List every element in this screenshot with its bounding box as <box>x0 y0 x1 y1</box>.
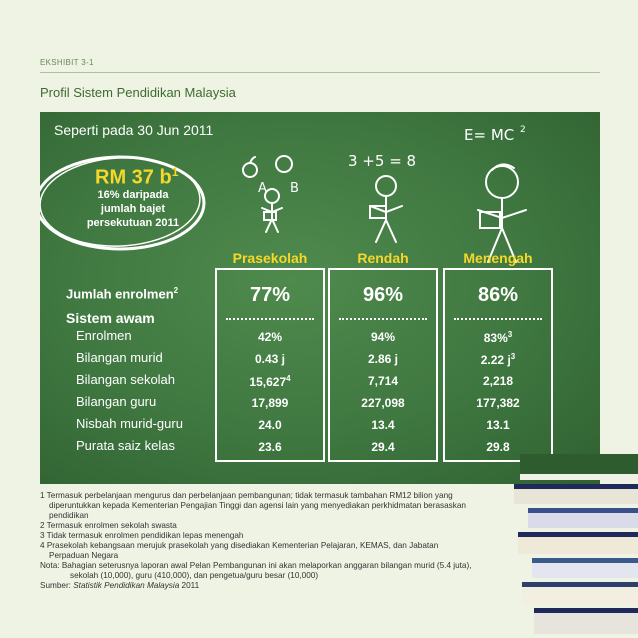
teachers-rendah: 227,098 <box>361 396 405 410</box>
doodle-letter-a: A <box>258 181 267 196</box>
column-header-menengah: Menengah <box>463 250 533 266</box>
header-rule <box>40 72 600 73</box>
students-rendah: 2.86 j <box>367 352 399 366</box>
doodle-emc-sup: 2 <box>520 125 526 135</box>
class-size-prasekolah: 23.6 <box>258 440 282 454</box>
row-label-students: Bilangan murid <box>76 350 163 365</box>
doodle-letter-b: B <box>290 181 299 196</box>
nota: Nota: Bahagian seterusnya laporan awal Pelan Pembangunan ini akan melaporkan anggaran bilangan murid (5.4 juta), <box>40 561 472 570</box>
ratio-prasekolah: 24.0 <box>258 418 282 432</box>
source: Sumber: Statistik Pendidikan Malaysia 2011 <box>40 581 200 590</box>
column-header-prasekolah: Prasekolah <box>232 250 308 266</box>
teachers-prasekolah: 17,899 <box>251 396 289 410</box>
row-label-ratio: Nisbah murid-guru <box>76 416 183 431</box>
row-label-enrolment: Jumlah enrolmen$^2$ <box>66 286 179 302</box>
budget-amount: RM 37 $b^1$ <box>95 165 179 189</box>
enrolment-rendah: 96% <box>362 284 404 306</box>
student-head-icon <box>486 166 518 198</box>
schools-prasekolah: 15,627$^4$ <box>249 374 291 389</box>
divider-dots <box>339 318 427 320</box>
enrolment-prasekolah: 77% <box>249 284 291 306</box>
nota-cont: sekolah (10,000), guru (410,000), dan pengetua/guru besar (10,000) <box>70 571 319 580</box>
class-size-rendah: 29.4 <box>371 440 395 454</box>
chalkboard <box>40 112 600 484</box>
footnote-1-cont-2: pendidikan <box>49 511 89 520</box>
child-head-icon-2 <box>376 176 396 196</box>
class-size-menengah: 29.8 <box>486 440 510 454</box>
doodle-math: 3 +5 = 8 <box>348 152 417 170</box>
book-stack-illustration <box>510 450 638 638</box>
exhibit-label: EKSHIBIT 3-1 <box>40 58 94 67</box>
enrolmen-prasekolah: 42% <box>257 330 283 344</box>
footnote-4: 4 Prasekolah kebangsaan merujuk prasekolah yang disediakan Kementerian Pelajaran, KEMAS, dan Jabatan <box>40 541 439 550</box>
row-label-schools: Bilangan sekolah <box>76 372 176 387</box>
apple-icon <box>243 163 257 177</box>
schools-rendah: 7,714 <box>367 374 399 388</box>
doodle-emc: E= MC <box>464 126 515 144</box>
teachers-menengah: 177,382 <box>476 396 520 410</box>
column-header-rendah: Rendah <box>357 250 409 266</box>
footnote-2: 2 Termasuk enrolmen sekolah swasta <box>40 521 177 530</box>
row-label-public-system: Sistem awam <box>66 310 155 326</box>
enrolmen-rendah: 94% <box>370 330 396 344</box>
page-title: Profil Sistem Pendidikan Malaysia <box>40 85 236 100</box>
child-head-icon <box>265 189 279 203</box>
footnote-3: 3 Tidak termasuk enrolmen pendidikan lepas menengah <box>40 531 244 540</box>
schools-menengah: 2,218 <box>482 374 514 388</box>
as-of-date: Seperti pada 30 Jun 2011 <box>54 122 214 138</box>
students-menengah: 2.22 $j^3$ <box>480 352 516 367</box>
ratio-rendah: 13.4 <box>371 418 395 432</box>
footnotes <box>40 491 520 591</box>
students-prasekolah: 0.43 j <box>254 352 286 366</box>
divider-dots <box>454 318 542 320</box>
ball-icon <box>276 156 292 172</box>
divider-dots <box>226 318 314 320</box>
row-label-teachers: Bilangan guru <box>76 394 157 409</box>
enrolment-menengah: 86% <box>477 284 519 306</box>
row-label-enrolmen: Enrolmen <box>76 328 132 343</box>
footnote-1-cont: diperuntukkan kepada Kementerian Pengajian Tinggi dan agensi lain yang menyediakan perkhidmatan berasaskan <box>49 501 466 510</box>
budget-description: 16% daripada jumlah bajet persekutuan 2011 <box>86 189 180 229</box>
footnote-4-cont: Perpaduan Negara <box>49 551 119 560</box>
row-label-class-size: Purata saiz kelas <box>76 438 175 453</box>
enrolmen-menengah: 83%$^3$ <box>483 330 513 345</box>
footnote-1: 1 Termasuk perbelanjaan mengurus dan perbelanjaan pembangunan; tidak termasuk tambahan RM12 bilion yang <box>40 491 453 500</box>
ratio-menengah: 13.1 <box>486 418 510 432</box>
chalk-doodles <box>40 112 600 272</box>
